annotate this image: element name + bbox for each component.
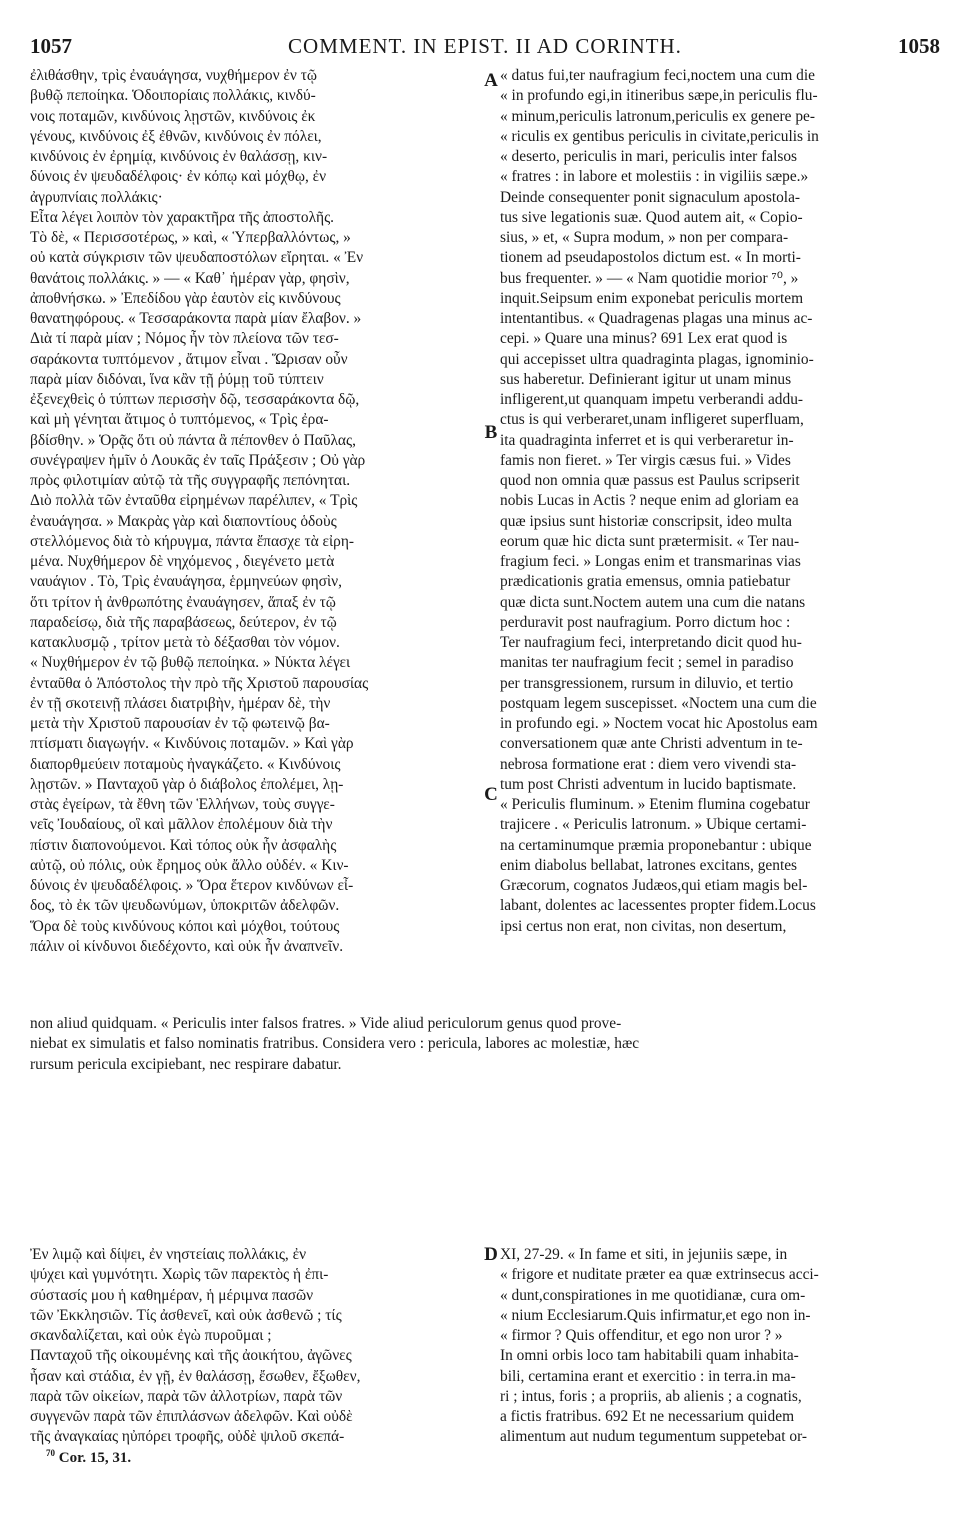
- text-line: πίστιν διαπονούμενοι. Καὶ τόπος οὐκ ἦν ἀσφαλὴς: [30, 836, 337, 854]
- text-line: στὰς ἐγείρων, τὰ ἔθνη τῶν Ἑλλήνων, τοὺς συγγε-: [30, 796, 335, 813]
- text-line: In omni orbis loco tam habitabili quam inhabita-: [500, 1347, 799, 1365]
- text-line: Græcorum, cognatos Judæos,qui etiam magis bel-: [500, 877, 808, 894]
- text-line: παρὰ μίαν διδόναι, ἵνα κἂν τῇ ῥύμῃ τοῦ τύπτειν: [30, 370, 324, 388]
- text-line: συγγενῶν παρὰ τῶν ἐπιπλάσνων ἀδελφῶν. Καὶ οὐδὲ: [30, 1408, 353, 1425]
- text-line: intentantibus. « Quadragenas plagas una minus ac-: [500, 310, 813, 327]
- margin-marker-a: A: [484, 70, 498, 91]
- text-line: enim diabolus bellabat, latrones excitans, gentes: [500, 856, 798, 874]
- text-line: rursum pericula excipiebant, nec respirare dabatur.: [30, 1055, 342, 1073]
- text-line: ἐν τῇ σκοτεινῇ πλάσει διατριβὴν, ἡμέραν δὲ, τὴν: [30, 694, 331, 712]
- text-line: cepi. » Quare una minus? 691 Lex erat quod is: [500, 330, 788, 348]
- text-line: perduravit post naufragium. Porro dictum hoc :: [500, 613, 791, 631]
- text-line: ἐναυάγησα. » Μακρὰς γὰρ καὶ διαποντίους ὁδοὺς: [30, 512, 337, 530]
- text-line: ἐλιθάσθην, τρὶς ἐναυάγησα, νυχθήμερον ἐν τῷ: [30, 67, 318, 84]
- text-line: infligerent,ut quanquam impetu verberandi addu-: [500, 391, 804, 408]
- text-line: Ter naufragium feci, interpretando dicit quod hu-: [500, 634, 802, 651]
- greek-column-top: [30, 66, 484, 957]
- text-line: Ὅρα δὲ τοὺς κινδύνους κόποι καὶ μόχθοι, τούτους: [30, 917, 340, 935]
- text-line: ἐξενεχθεὶς ὁ τύπτων περισσὴν δῷ, τεσσαράκοντα δῷ,: [30, 391, 360, 408]
- latin-column-bottom: [500, 1245, 944, 1448]
- text-line: παραδείσῳ, διὰ τῆς παραβάσεως, δεύτερον, ἐν τῷ: [30, 613, 337, 631]
- text-line: « Periculis fluminum. » Etenim flumina cogebatur: [500, 796, 810, 813]
- text-line: παρὰ τῶν οἰκείων, παρὰ τῶν ἀλλοτρίων, παρὰ τῶν: [30, 1387, 343, 1405]
- text-line: na certaminumque præmia proponebantur : ubique: [500, 836, 812, 854]
- text-line: quod non omnia quæ passus est Paulus scripserit: [500, 472, 800, 489]
- text-line: Ἐν λιμῷ καὶ δίψει, ἐν νηστείαις πολλάκις, ἐν: [30, 1246, 307, 1263]
- text-line: « datus fui,ter naufragium feci,noctem una cum die: [500, 67, 815, 84]
- text-line: quæ dicta sunt.Noctem autem una cum die natans: [500, 593, 806, 611]
- page-header: [30, 34, 940, 62]
- text-line: qui accepisset ultra quadraginta plagas, ignominio-: [500, 350, 814, 368]
- text-line: γένους, κινδύνοις ἐξ ἐθνῶν, κινδύνοις ἐν πόλει,: [30, 127, 322, 145]
- text-line: θανάτοις πολλάκις. » — « Καθ᾿ ἡμέραν γὰρ, φησὶν,: [30, 269, 350, 287]
- text-line: τῶν Ἐκκλησιῶν. Τίς ἀσθενεῖ, καὶ οὐκ ἀσθενῶ ; τίς: [30, 1306, 342, 1324]
- text-line: αὐτῷ, οὐ πόλις, οὐκ ἔρημος οὐκ ἄλλο οὐδέν. « Κιν-: [30, 856, 349, 874]
- text-line: διαπορθμεύειν ποταμοὺς ἠναγκάζετο. « Κινδύνοις: [30, 755, 341, 773]
- text-line: manitas ter naufragium fecit ; semel in paradiso: [500, 654, 794, 672]
- text-line: Διὸ πολλὰ τῶν ἐνταῦθα εἰρημένων παρέλιπεν, « Τρὶς: [30, 492, 358, 510]
- text-line: δύνοις ἐν ψευδαδέλφοις· ἐν κόπῳ καὶ μόχθῳ, ἐν: [30, 168, 327, 186]
- text-line: quæ ipsius sunt historiæ conscripsit, ideo multa: [500, 512, 792, 530]
- text-line: κινδύνοις ἐν ἐρημίᾳ, κινδύνοις ἐν θαλάσσῃ, κιν-: [30, 148, 328, 165]
- text-line: Εἶτα λέγει λοιπὸν τὸν χαρακτῆρα τῆς ἀποστολῆς.: [30, 208, 335, 226]
- text-line: non aliud quidquam. « Periculis inter falsos fratres. » Vide aliud periculorum genus quod prove-: [30, 1015, 622, 1032]
- text-line: ἀποθνήσκω. » Ἐπεδίδου γὰρ ἑαυτὸν εἰς κινδύνους: [30, 289, 341, 307]
- text-line: inquit.Seipsum enim exponebat periculis mortem: [500, 289, 804, 307]
- text-line: μένα. Νυχθήμερον δὲ νηχόμενος , διεγένετο μετὰ: [30, 553, 335, 570]
- text-line: λῃστῶν. » Πανταχοῦ γὰρ ὁ διάβολος ἐπολέμει, λῃ-: [30, 775, 344, 793]
- text-line: ὅτι τρίτον ἡ ἀνθρωπότης ἐναυάγησεν, ἅπαξ ἐν τῷ: [30, 593, 336, 611]
- text-line: μετὰ τὴν Χριστοῦ παρουσίαν ἐν τῷ φωτεινῷ βα-: [30, 715, 330, 732]
- text-line: prædicationis gratia emensus, omnia patiebatur: [500, 573, 791, 591]
- text-line: δύνοις ἐν ψευδαδέλφοις. » Ὅρα ἕτερον κινδύνων εἶ-: [30, 877, 354, 894]
- text-line: eorum quæ hic dicta sunt prætermisit. « Ter nau-: [500, 532, 800, 550]
- margin-marker-d: D: [484, 1244, 498, 1265]
- text-line: tus sive legationis suæ. Quod autem ait, « Copio-: [500, 208, 803, 226]
- text-line: tum post Christi adventum in lucido baptismate.: [500, 775, 797, 793]
- text-line: πτίσματι διαγωγήν. « Κινδύνοις ποταμῶν. » Καὶ γὰρ: [30, 735, 354, 753]
- text-line: δος, τὸ ἐκ τῶν ψευδωνύμων, ὑποκριτῶν ἀδελφῶν.: [30, 897, 340, 915]
- text-line: σύστασίς μου ἡ καθημέραν, ἡ μέριμνα πασῶν: [30, 1286, 314, 1304]
- text-line: βυθῷ πεποίηκα. Ὁδοιπορίαις πολλάκις, κινδύ-: [30, 87, 316, 105]
- text-line: ἀγρυπνίαις πολλάκις·: [30, 188, 163, 206]
- text-line: « fratres : in labore et molestiis : in vigiliis sæpe.»: [500, 168, 809, 186]
- text-line: niebat ex simulatis et falso nominatis fratribus. Considera vero : pericula, labores ac molestiæ, hæc: [30, 1035, 640, 1053]
- text-line: sius, » et, « Supra modum, » non per compara-: [500, 229, 789, 246]
- text-line: labant, dolentes ac lacessentes propter fidem.Locus: [500, 897, 816, 915]
- text-line: ipsi certus non erat, non civitas, non desertum,: [500, 917, 787, 935]
- text-line: σκανδαλίζεται, καὶ οὐκ ἐγὼ πυροῦμαι ;: [30, 1327, 272, 1344]
- text-line: bili, certamina erant et exercitio : in terra.in ma-: [500, 1367, 796, 1385]
- margin-marker-c: C: [484, 784, 498, 805]
- text-line: πάλιν οἱ κίνδυνοι διεδέχοντο, καὶ οὐκ ἦν ἀναπνεῖν.: [30, 937, 344, 955]
- text-line: νεῖς Ἰουδαίους, οἳ καὶ μᾶλλον ἐπολέμουν διὰ τὴν: [30, 816, 333, 834]
- text-line: « dunt,conspirationes in me quotidianæ, cura om-: [500, 1286, 806, 1304]
- text-line: trajicere . « Periculis latronum. » Ubique certami-: [500, 816, 807, 834]
- latin-column-top: [500, 66, 944, 937]
- text-line: κατακλυσμῷ , τρίτον μετὰ τὸ δέξασθαι τὸν νόμον.: [30, 634, 340, 651]
- text-line: Τὸ δὲ, « Περισσοτέρως, » καὶ, « Ὑπερβαλλόντως, »: [30, 229, 351, 246]
- text-line: alimentum aut nudum tegumentum suppetebat or-: [500, 1428, 808, 1446]
- text-line: ψύχει καὶ γυμνότητι. Χωρὶς τῶν παρεκτὸς ἡ ἐπι-: [30, 1266, 329, 1284]
- text-line: « minum,periculis latronum,periculis ex genere pe-: [500, 107, 815, 125]
- text-line: Διὰ τί παρὰ μίαν ; Νόμος ἦν τὸν πλείονα τῶν τεσ-: [30, 330, 339, 348]
- text-line: ἦσαν καὶ στάδια, ἐν γῇ, ἐν θαλάσσῃ, ἔσωθεν, ἔξωθεν,: [30, 1367, 361, 1385]
- text-line: a fictis fratribus. 692 Et ne necessarium quidem: [500, 1408, 795, 1425]
- text-line: ita quadraginta inferret et is qui verberaretur in-: [500, 431, 794, 449]
- text-line: « nium Ecclesiarum.Quis infirmatur,et ego non in-: [500, 1306, 811, 1324]
- text-line: θανατηφόρους. « Τεσσαράκοντα παρὰ μίαν ἔλαβον. »: [30, 310, 362, 327]
- text-line: sus haberetur. Definierant igitur ut unam minus: [500, 370, 792, 388]
- text-line: οὐ κατὰ σύγκρισιν τῶν ψευδαποστόλων εἴρηται. « Ἐν: [30, 249, 364, 267]
- text-line: καὶ μὴ γένηται ἄτιμος ὁ τυπτόμενος, « Τρὶς ἐρα-: [30, 411, 329, 429]
- text-line: tionem ad pseudapostolos dictum est. « In morti-: [500, 249, 801, 267]
- text-line: famis non fieret. » Ter virgis cæsus fui. » Vides: [500, 451, 791, 469]
- text-line: XI, 27-29. « In fame et siti, in jejuniis sæpe, in: [500, 1246, 788, 1263]
- text-line: « deserto, periculis in mari, periculis inter falsos: [500, 148, 798, 165]
- text-line: ctus is qui verberaret,unam infligeret superfluam,: [500, 411, 804, 429]
- text-line: νοις ποταμῶν, κινδύνοις λῃστῶν, κινδύνοις ἐκ: [30, 107, 316, 125]
- text-line: Πανταχοῦ τῆς οἰκουμένης καὶ τῆς ἀοικήτου, ἀγῶνες: [30, 1347, 352, 1365]
- text-line: « in profundo egi,in itineribus sæpe,in periculis flu-: [500, 87, 818, 105]
- footnote-text: Cor. 15, 31.: [58, 1450, 132, 1466]
- text-line: « Νυχθήμερον ἐν τῷ βυθῷ πεποίηκα. » Νύκτα λέγει: [30, 654, 351, 672]
- text-line: τῆς ἀναγκαίας ηὐπόρει τροφῆς, οὐδὲ ψιλοῦ σκεπά-: [30, 1428, 345, 1446]
- text-line: στελλόμενος διὰ τὸ κήρυγμα, πάντα ἔπασχε τὰ εἰρη-: [30, 532, 354, 550]
- text-line: πρὸς φιλοτιμίαν αὐτῷ τὰ τῆς συγγραφῆς πεπόνηται.: [30, 472, 351, 489]
- text-line: βδίσθην. » Ὁρᾷς ὅτι οὐ πάντα ἃ πέπονθεν ὁ Παῦλας,: [30, 431, 356, 449]
- text-line: postquam legem suscepisset. «Noctem una cum die: [500, 694, 817, 712]
- text-line: συνέγραψεν ἡμῖν ὁ Λουκᾶς ἐν ταῖς Πράξεσιν ; Οὐ γὰρ: [30, 451, 366, 469]
- text-line: ri ; intus, foris ; a propriis, ab alienis ; a cognatis,: [500, 1387, 802, 1405]
- greek-column-bottom: [30, 1245, 484, 1448]
- text-line: per transgressionem, rursum in diluvio, et tertio: [500, 674, 794, 692]
- page-number-left: 1057: [30, 34, 72, 58]
- text-line: Deinde consequenter ponit signaculum apostola-: [500, 188, 801, 206]
- text-line: ἐνταῦθα ὁ Ἀπόστολος τὴν πρὸ τῆς Χριστοῦ παρουσίας: [30, 674, 369, 692]
- text-line: « frigore et nuditate præter ea quæ extrinsecus acci-: [500, 1266, 819, 1284]
- text-line: bus frequenter. » — « Nam quotidie morior ⁷⁰, »: [500, 269, 799, 287]
- text-line: ναυάγιον . Τὸ, Τρὶς ἐναυάγησα, ἑρμηνεύων φησὶν,: [30, 573, 342, 591]
- text-line: nebrosa formatione erat : diem vero vivendi sta-: [500, 755, 797, 773]
- latin-full-width-text: [30, 1014, 944, 1075]
- text-line: in profundo egi. » Noctem vocat hic Apostolus eam: [500, 715, 818, 732]
- page-number-right: 1058: [898, 34, 940, 58]
- text-line: fragium feci. » Longas enim et transmarinas vias: [500, 553, 801, 570]
- footnote-mark: 70: [46, 1448, 55, 1458]
- text-line: « firmor ? Quis offenditur, et ego non uror ? »: [500, 1327, 783, 1344]
- text-line: « riculis ex gentibus periculis in civitate,periculis in: [500, 127, 819, 145]
- text-line: conversationem quæ ante Christi adventum in te-: [500, 735, 803, 753]
- margin-marker-b: B: [484, 422, 498, 443]
- footnote: [46, 1448, 131, 1467]
- text-line: nobis Lucas in Actis ? neque enim ad gloriam ea: [500, 492, 799, 510]
- running-title: COMMENT. IN EPIST. II AD CORINTH.: [288, 34, 682, 58]
- text-line: σαράκοντα τυπτόμενον , ἄτιμον εἶναι . Ὥρισαν οὖν: [30, 350, 348, 368]
